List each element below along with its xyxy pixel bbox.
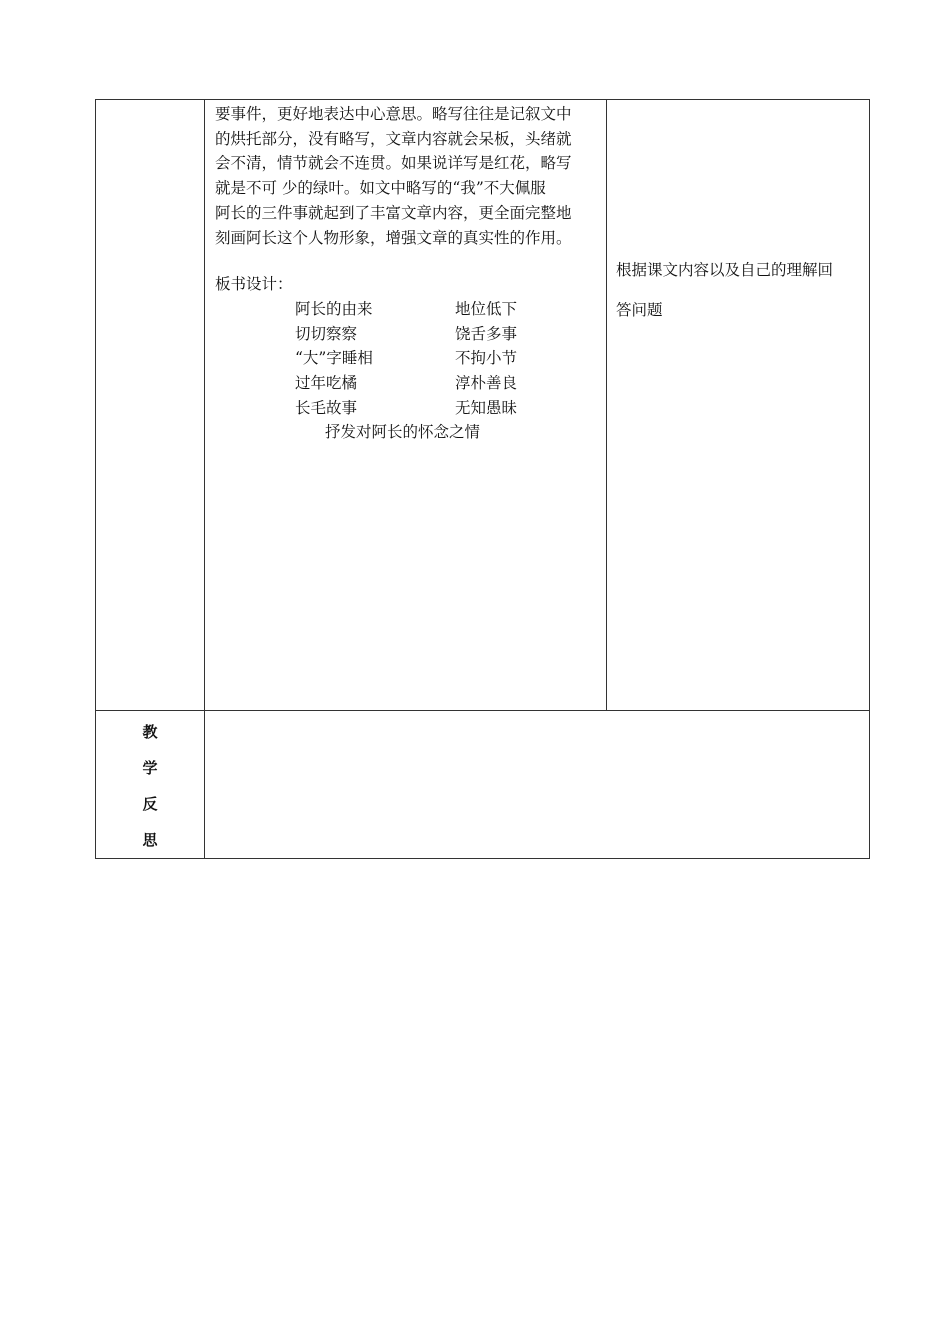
paragraph-line: 的烘托部分，没有略写，文章内容就会呆板，头绪就 [215, 129, 572, 148]
board-event: 切切察察 [295, 324, 358, 343]
lesson-plan-table [95, 99, 870, 859]
reflection-label-char: 反 [142, 795, 158, 813]
reflection-label-char: 思 [142, 831, 158, 849]
board-event: 阿长的由来 [295, 299, 373, 318]
reflection-content-cell[interactable] [205, 711, 870, 859]
board-event: “大”字睡相 [295, 349, 373, 368]
paragraph-line: 阿长的三件事就起到了丰富文章内容，更全面完整地 [215, 203, 572, 222]
teaching-content-cell [205, 100, 607, 711]
board-row [215, 396, 598, 421]
board-summary: 抒发对阿长的怀念之情 [325, 423, 481, 442]
board-event: 长毛故事 [295, 398, 358, 417]
reflection-label-cell [96, 711, 205, 859]
board-row [215, 322, 598, 347]
board-event: 过年吃橘 [295, 373, 358, 392]
reflection-label [96, 711, 204, 858]
board-row [215, 297, 598, 322]
paragraph-line: 刻画阿长这个人物形象，增强文章的真实性的作用。 [215, 228, 572, 247]
board-trait: 地位低下 [455, 299, 518, 318]
paragraph-line: 要事件，更好地表达中心意思。略写往往是记叙文中 [215, 105, 572, 123]
board-trait: 无知愚昧 [455, 398, 518, 417]
board-trait: 淳朴善良 [455, 373, 518, 392]
student-activity-text [616, 250, 861, 330]
board-trait: 饶舌多事 [455, 324, 518, 343]
board-trait: 不拘小节 [455, 349, 518, 368]
reflection-label-char: 教 [142, 723, 158, 741]
student-activity-line: 根据课文内容以及自己的理解回 [616, 261, 834, 279]
board-row [215, 371, 598, 396]
paragraph-line: 就是不可 少的绿叶。如文中略写的“我”不大佩服 [215, 179, 546, 198]
teaching-process-row [96, 100, 870, 711]
reflection-label-char: 学 [142, 759, 158, 777]
student-activity-line: 答问题 [616, 301, 663, 319]
board-design-title: 板书设计： [215, 275, 293, 294]
paragraph-line: 会不清，情节就会不连贯。如果说详写是红花，略写 [215, 154, 572, 173]
section-label-cell-empty [96, 100, 205, 711]
student-activity-cell [607, 100, 870, 711]
detail-brief-writing-paragraph [215, 102, 598, 250]
board-design [215, 297, 598, 445]
board-row [215, 346, 598, 371]
teaching-reflection-row [96, 711, 870, 859]
